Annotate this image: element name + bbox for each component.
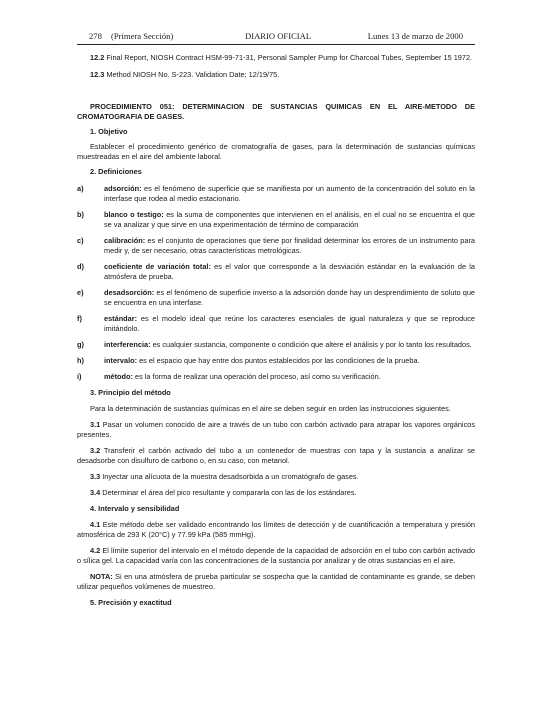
definition-item: e) desadsorción: es el fenómeno de superficie inverso a la adsorción donde hay un desprendimiento de soluto que se encuentra en una interfase. — [77, 288, 475, 307]
principio-step: 3.1 Pasar un volumen conocido de aire a través de un tubo con carbón activado para atrapar los vapores orgánicos presentes. — [77, 420, 475, 439]
page-number: 278 — [89, 31, 102, 41]
intervalo-note: NOTA: Si en una atmósfera de prueba particular se sospecha que la cantidad de contaminante es grande, se deben utilizar pequeños volúmenes de muestreo. — [77, 572, 475, 591]
definition-item: i) método: es la forma de realizar una operación del proceso, así como su verificación. — [77, 372, 381, 381]
definition-item: a) adsorción: es el fenómeno de superficie que se manifiesta por un aumento de la concentración del soluto en la interfase que rodea al medio estacionario. — [77, 184, 475, 203]
reference-12-3: 12.3 Method NIOSH No. S-223. Validation Date: 12/19/75. — [90, 70, 280, 79]
intervalo-paragraph: 4.2 El límite superior del intervalo en el método depende de la capacidad de adsorción en el tubo con carbón activado o sílica gel. La capacidad varía con las concentraciones de la sustancia por analizar y de otras sustancias en el aire. — [77, 546, 475, 565]
section-heading-objetivo: 1. Objetivo — [90, 127, 128, 136]
document-body — [77, 50, 475, 608]
page-header — [77, 31, 475, 43]
intervalo-paragraph: 4.1 Este método debe ser validado encontrando los límites de detección y de cuantificación a temperatura y presión atmosférica de 293 K (20°C) y 77.99 kPa (585 mmHg). — [77, 520, 475, 539]
definition-item: c) calibración: es el conjunto de operaciones que tiene por finalidad determinar los errores de un instrumento para medir y, de ser necesario, otras características metrológicas. — [77, 236, 475, 255]
principio-step: 3.4 Determinar el área del pico resultante y compararla con las de los estándares. — [90, 488, 357, 497]
principio-intro: Para la determinación de sustancias químicas en el aire se deben seguir en orden las instrucciones siguientes. — [90, 404, 451, 413]
section-heading-intervalo: 4. Intervalo y sensibilidad — [90, 504, 180, 513]
definition-item: f) estándar: es el modelo ideal que reúne los caracteres esenciales de igual naturaleza y que se reproduce imitándolo. — [77, 314, 475, 333]
procedure-title: PROCEDIMIENTO 051: DETERMINACION DE SUSTANCIAS QUIMICAS EN EL AIRE-METODO DE CROMATOGRAFIA DE GASES. — [77, 102, 475, 121]
definition-item: h) intervalo: es el espacio que hay entre dos puntos establecidos por las condiciones de la prueba. — [77, 356, 420, 365]
definition-item: g) interferencia: es cualquier sustancia, componente o condición que altere el análisis y por lo tanto los resultados. — [77, 340, 472, 349]
objetivo-text: Establecer el procedimiento genérico de cromatografía de gases, para la determinación de sustancias químicas muestreadas en el aire del ambiente laboral. — [77, 142, 475, 161]
reference-12-2: 12.2 Final Report, NIOSH Contract HSM-99-71-31, Personal Sampler Pump for Charcoal Tubes, September 15 1972. — [90, 53, 473, 62]
section-heading-definiciones: 2. Definiciones — [90, 167, 142, 176]
principio-step: 3.3 Inyectar una alícuota de la muestra desadsorbida a un cromatógrafo de gases. — [90, 472, 359, 481]
definition-item: b) blanco o testigo: es la suma de componentes que intervienen en el análisis, en el cual no se encuentra el que se va analizar y que sirve en una experimentación de término de comparación — [77, 210, 475, 229]
principio-step: 3.2 Transferir el carbón activado del tubo a un contenedor de muestras con tapa y la sustancia a analizar se desadsorbe con disulfuro de carbono o, en su caso, con metanol. — [77, 446, 475, 465]
publication-name: DIARIO OFICIAL — [245, 31, 312, 41]
section-label: (Primera Sección) — [111, 31, 174, 41]
publication-date: Lunes 13 de marzo de 2000 — [367, 31, 463, 41]
section-heading-principio: 3. Principio del método — [90, 388, 171, 397]
header-rule — [77, 44, 475, 45]
definition-item: d) coeficiente de variación total: es el valor que corresponde a la desviación estándar en la evaluación de la atmósfera de prueba. — [77, 262, 476, 281]
section-heading-precision: 5. Precisión y exactitud — [90, 598, 172, 607]
